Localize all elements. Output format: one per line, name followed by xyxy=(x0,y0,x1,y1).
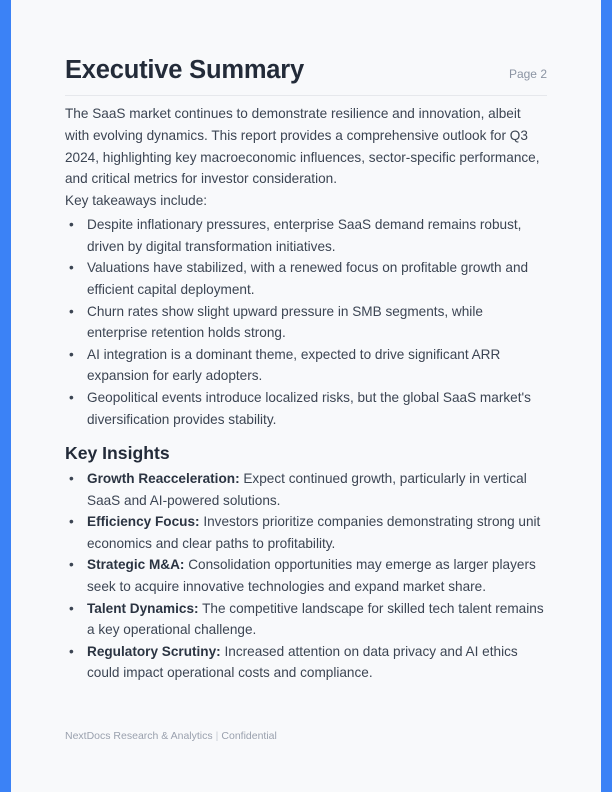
list-item xyxy=(65,598,547,641)
list-item-text: AI integration is a dominant theme, expected to drive significant ARR expansion for early adopters. xyxy=(87,346,501,384)
list-item-term: Talent Dynamics: xyxy=(87,600,199,616)
list-item xyxy=(65,468,547,511)
list-item-text: Investors prioritize companies demonstrating strong unit economics and clear paths to profitability. xyxy=(87,514,541,551)
list-item xyxy=(65,554,547,597)
list-item-text: Despite inflationary pressures, enterprise SaaS demand remains robust, driven by digital transformation initiatives. xyxy=(87,217,522,254)
page-number: Page 2 xyxy=(508,67,547,81)
list-item-text: The competitive landscape for skilled tech talent remains a key operational challenge. xyxy=(87,600,544,638)
page-footer xyxy=(65,729,277,743)
list-item xyxy=(65,344,547,387)
list-item-text: Churn rates show slight upward pressure in SMB segments, while enterprise retention holds strong. xyxy=(87,303,483,341)
key-insights-list xyxy=(65,468,547,684)
section-heading-key-insights: Key Insights xyxy=(65,443,170,464)
list-item-text: Increased attention on data privacy and AI ethics could impact operational costs and compliance. xyxy=(87,643,518,681)
takeaways-lead-in: Key takeaways include: xyxy=(65,192,208,208)
list-item-term: Efficiency Focus: xyxy=(87,514,200,530)
page-content xyxy=(65,0,547,792)
list-item xyxy=(65,641,547,684)
footer-organization: NextDocs Research & Analytics xyxy=(65,730,213,742)
intro-paragraph: The SaaS market continues to demonstrate resilience and innovation, albeit with evolving dynamics. This report provides a comprehensive outlook for Q3 2024, highlighting key macroeconomic influences, sector-specific performance, and critical metrics for investor consideration. xyxy=(65,106,540,187)
list-item-text: Valuations have stabilized, with a renewed focus on profitable growth and efficient capital deployment. xyxy=(87,260,529,298)
footer-classification: Confidential xyxy=(221,730,277,742)
list-item xyxy=(65,511,547,554)
header-divider xyxy=(65,95,547,96)
list-item-text: Expect continued growth, particularly in vertical SaaS and AI-powered solutions. xyxy=(87,471,527,508)
list-item-term: Regulatory Scrutiny: xyxy=(87,643,221,659)
left-accent-bar xyxy=(0,0,11,792)
document-header xyxy=(65,0,547,85)
list-item xyxy=(65,214,547,257)
list-item-term: Growth Reacceleration: xyxy=(87,471,240,487)
footer-separator: | xyxy=(215,730,219,742)
list-item-text: Consolidation opportunities may emerge as larger players seek to acquire innovative technologies and expand market share. xyxy=(87,557,536,595)
list-item xyxy=(65,257,547,300)
list-item-text: Geopolitical events introduce localized risks, but the global SaaS market's diversification provides stability. xyxy=(87,390,531,427)
list-item xyxy=(65,301,547,344)
right-accent-bar xyxy=(601,0,612,792)
list-item xyxy=(65,387,547,430)
takeaways-list xyxy=(65,214,547,430)
list-item-term: Strategic M&A: xyxy=(87,557,185,573)
page-title: Executive Summary xyxy=(65,56,304,84)
